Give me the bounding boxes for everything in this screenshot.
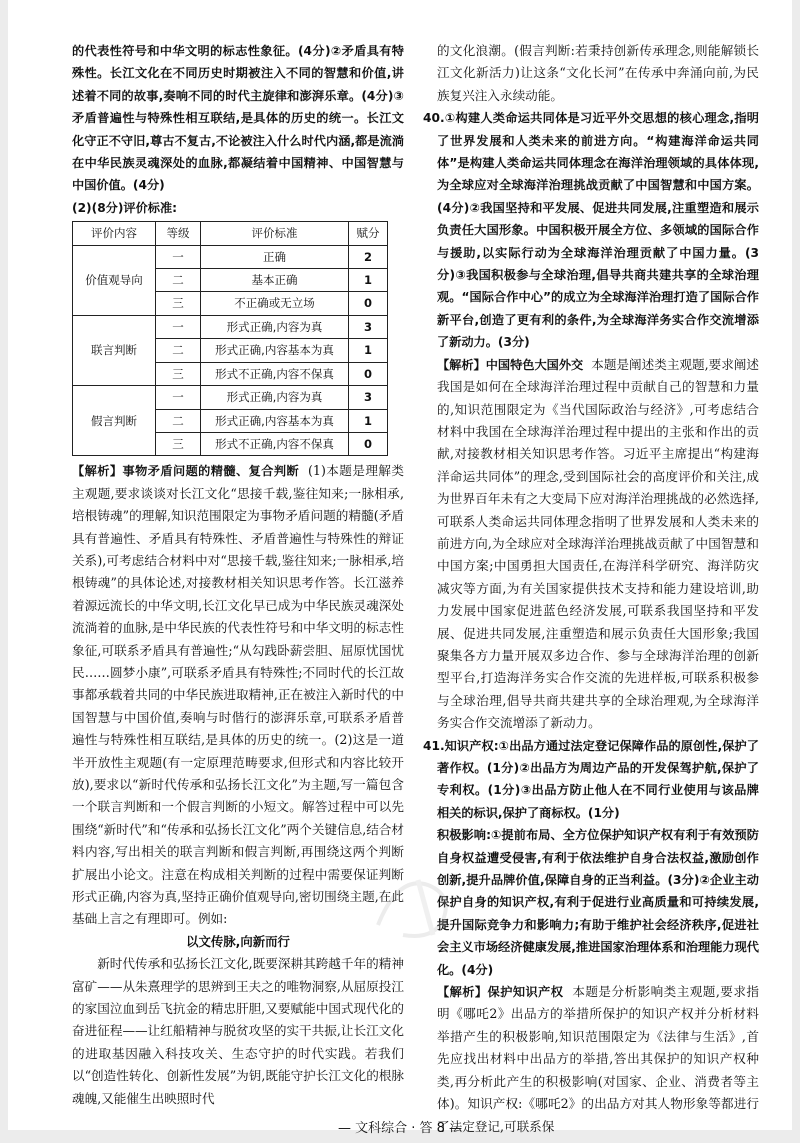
criteria-cell: 形式正确,内容为真	[201, 315, 349, 338]
criteria-cell: 形式不正确,内容不保真	[201, 432, 349, 455]
analysis-39	[72, 460, 404, 931]
table-row	[73, 315, 388, 338]
rubric-table	[72, 221, 388, 456]
score-cell: 1	[349, 269, 388, 292]
analysis-tag: 【解析】中国特色大国外交	[437, 357, 584, 372]
table-row	[73, 245, 388, 268]
rubric-header-row	[73, 222, 388, 245]
answer-40	[423, 107, 759, 353]
analysis-40	[423, 354, 759, 735]
header-level: 等级	[156, 222, 201, 245]
analysis-tag: 【解析】保护知识产权	[437, 985, 564, 1000]
score-cell: 0	[349, 432, 388, 455]
watermark-logo	[358, 865, 478, 945]
essay-text: 新时代传承和弘扬长江文化,既要深耕其跨越千年的精神富矿——从朱熹理学的思辨到王夫之的唯物洞察,从屈原投江的家国泣血到岳飞抗金的精忠肝胆,又要赋能中国式现代化的奋进征程——让红船精神与脱贫攻坚的实干共振,让长江文化的进取基因融入科技攻关、生态守护的时代实践。若我们以“创造性转化、创新性发展”为钥,既能守护长江文化的根脉魂魄,又能催生出映照时代	[72, 956, 404, 1106]
header-criteria: 评价标准	[201, 222, 349, 245]
level-cell: 三	[156, 432, 201, 455]
criteria-cell: 形式不正确,内容不保真	[201, 362, 349, 385]
criteria-cell: 不正确或无立场	[201, 292, 349, 315]
score-cell: 0	[349, 292, 388, 315]
level-cell: 一	[156, 245, 201, 268]
header-score: 赋分	[349, 222, 388, 245]
header-content: 评价内容	[73, 222, 156, 245]
rubric-title: (2)(8分)评价标准:	[72, 200, 178, 215]
group-name: 价值观导向	[73, 245, 156, 315]
essay-continued: 的文化浪潮。(假言判断:若秉持创新传承理念,则能解锁长江文化新活力)让这条“文化长河”在传承中奔涌向前,为民族复兴注入永续动能。	[437, 43, 759, 103]
table-row	[73, 386, 388, 409]
analysis-text: (1)本题是理解类主观题,要求谈谈对长江文化“思接千载,鉴往知来;一脉相承,培根铸魂”的理解,知识范围限定为事物矛盾问题的精髓(矛盾具有普遍性、矛盾具有特殊性、矛盾普遍性与特殊性的辩证关系),可考虑结合材料中对“思接千载,鉴往知来;一脉相承,培根铸魂”的具体论述,对接教材相关知识思考作答。长江滋养着源远流长的中华文明,长江文化早已成为中华民族灵魂深处流淌着的血脉,是中华民族的代表性符号和中华文明的标志性象征,可联系矛盾具有普遍性;“从勾践卧薪尝胆、屈原忧国忧民……圆梦小康”,可联系矛盾具有特殊性;不同时代的长江故事都承载着共同的中华民族进取精神,正在被注入新时代的中国智慧与中国价值,奏响与时偕行的澎湃乐章,可联系矛盾普遍性与特殊性相互联结,是具体的历史的统一。(2)这是一道半开放性主观题(有一定原理范畴要求,但形式和内容比较开放),要求以“新时代传承和弘扬长江文化”为主题,写一篇包含一个联言判断和一个假言判断的小短文。解答过程中可以先围绕“新时代”和“传承和弘扬长江文化”两个关键信息,结合材料内容,写出相关的联言判断和假言判断,再围绕这两个判断扩展出小论文。注意在构成相关判断的过程中需要保证判断形式正确,内容为真,坚持正确价值观导向,密切围绕主题,在此基础上言之有理即可。例如:	[72, 463, 405, 927]
level-cell: 三	[156, 292, 201, 315]
left-column	[72, 40, 404, 1110]
analysis-41	[423, 981, 759, 1138]
score-cell: 0	[349, 362, 388, 385]
analysis-text: 本题是分析影响类主观题,要求指明《哪吒2》出品方的举措所保护的知识产权并分析材料举措产生的积极影响,知识范围限定为《法律与生活》,首先应找出材料中出品方的举措,答出其保护的知识产权种类,再分析此产生的积极影响(对国家、企业、消费者等主体)。知识产权:《哪吒2》的出品方对其人物形象等都进行了法定登记,可联系保	[437, 984, 759, 1134]
answer-41	[423, 735, 759, 825]
question-number: 40.	[423, 111, 445, 126]
answer-text: ①构建人类命运共同体是习近平外交思想的核心理念,指明了世界发展和人类未来的前进方向。“构建海洋命运共同体”是构建人类命运共同体理念在海洋治理领域的具体体现,为全球应对全球海洋治理挑战贡献了中国智慧和中国方案。(4分)②我国坚持和平发展、促进共同发展,注重塑造和展示负责任大国形象。中国积极开展全方位、多领域的国际合作与援助,以实际行动为全球海洋治理贡献了中国力量。(3分)③我国积极参与全球治理,倡导共商共建共享的全球治理观。“国际合作中心”的成立为全球海洋治理打造了国际合作新平台,创造了更有利的条件,为全球海洋务实合作交流增添了新动力。(3分)	[437, 111, 759, 350]
level-cell: 二	[156, 409, 201, 432]
criteria-cell: 形式正确,内容为真	[201, 386, 349, 409]
score-cell: 3	[349, 386, 388, 409]
score-cell: 3	[349, 315, 388, 338]
answer-text: 知识产权:①出品方通过法定登记保障作品的原创性,保护了著作权。(1分)②出品方为周边产品的开发保驾护航,保护了专利权。(1分)③出品方防止他人在不同行业使用与该品牌相关的标识,保护了商标权。(1分)	[437, 738, 759, 820]
criteria-cell: 正确	[201, 245, 349, 268]
criteria-cell: 形式正确,内容基本为真	[201, 409, 349, 432]
answer-41-impact: 积极影响:①提前布局、全方位保护知识产权有利于有效预防自身权益遭受侵害,有利于依法维护自身合法权益,激励创作创新,提升品牌价值,保障自身的正当利益。(3分)②企业主动保护自身的知识产权,有利于促进行业高质量和可持续发展,提升国际竞争力和影响力;有助于维护社会经济秩序,促进社会主义市场经济健康发展,推进国家治理体系和治理能力现代化。(4分)	[437, 828, 759, 977]
essay-title: 以文传脉,向新而行	[186, 933, 290, 949]
answer-page	[8, 0, 792, 1134]
page-footer: — 文科综合 · 答 8 —	[337, 1121, 463, 1136]
criteria-cell: 形式正确,内容基本为真	[201, 339, 349, 362]
right-column	[423, 40, 759, 1138]
criteria-cell: 基本正确	[201, 269, 349, 292]
group-name: 假言判断	[73, 386, 156, 456]
score-cell: 1	[349, 339, 388, 362]
analysis-text: 本题是阐述类主观题,要求阐述我国是如何在全球海洋治理过程中贡献自己的智慧和力量的,知识范围限定为《当代国际政治与经济》,可考虑结合材料中我国在全球海洋治理过程中提出的主张和作出的贡献,对接教材相关知识思考作答。习近平主席提出“构建海洋命运共同体”的理念,受到国际社会的高度评价和关注,成为世界百年未有之大变局下应对海洋治理挑战的必然选择,可联系人类命运共同体理念指明了世界发展和人类未来的前进方向,为全球应对全球海洋治理挑战贡献了中国智慧和中国方案;中国勇担大国责任,在海洋科学研究、海洋防灾减灾等方面,为有关国家提供技术支持和能力建设培训,助力发展中国家促进蓝色经济发展,可联系我国坚持和平发展、促进共同发展,注重塑造和展示负责任大国形象;我国聚集各方力量开展双多边合作、参与全球海洋治理的创新型平台,打造海洋务实合作交流的先进样板,可联系积极参与全球治理,倡导共商共建共享的全球治理观,为全球海洋务实合作交流增添了新动力。	[437, 356, 759, 731]
level-cell: 二	[156, 269, 201, 292]
answer-39-1-continued: 的代表性符号和中华文明的标志性象征。(4分)②矛盾具有特殊性。长江文化在不同历史时期被注入不同的智慧和价值,讲述着不同的故事,奏响不同的时代主旋律和澎湃乐章。(4分)③矛盾普遍性与特殊性相互联结,是具体的历史的统一。长江文化守正不守旧,尊古不复古,不论被注入什么时代内涵,都是流淌在中华民族灵魂深处的血脉,都凝结着中国精神、中国智慧与中国价值。(4分)	[72, 44, 404, 193]
score-cell: 2	[349, 245, 388, 268]
analysis-tag: 【解析】事物矛盾问题的精髓、复合判断	[72, 464, 300, 479]
score-cell: 1	[349, 409, 388, 432]
question-number: 41.	[423, 738, 445, 753]
level-cell: 二	[156, 339, 201, 362]
level-cell: 三	[156, 362, 201, 385]
level-cell: 一	[156, 386, 201, 409]
level-cell: 一	[156, 315, 201, 338]
group-name: 联言判断	[73, 315, 156, 385]
